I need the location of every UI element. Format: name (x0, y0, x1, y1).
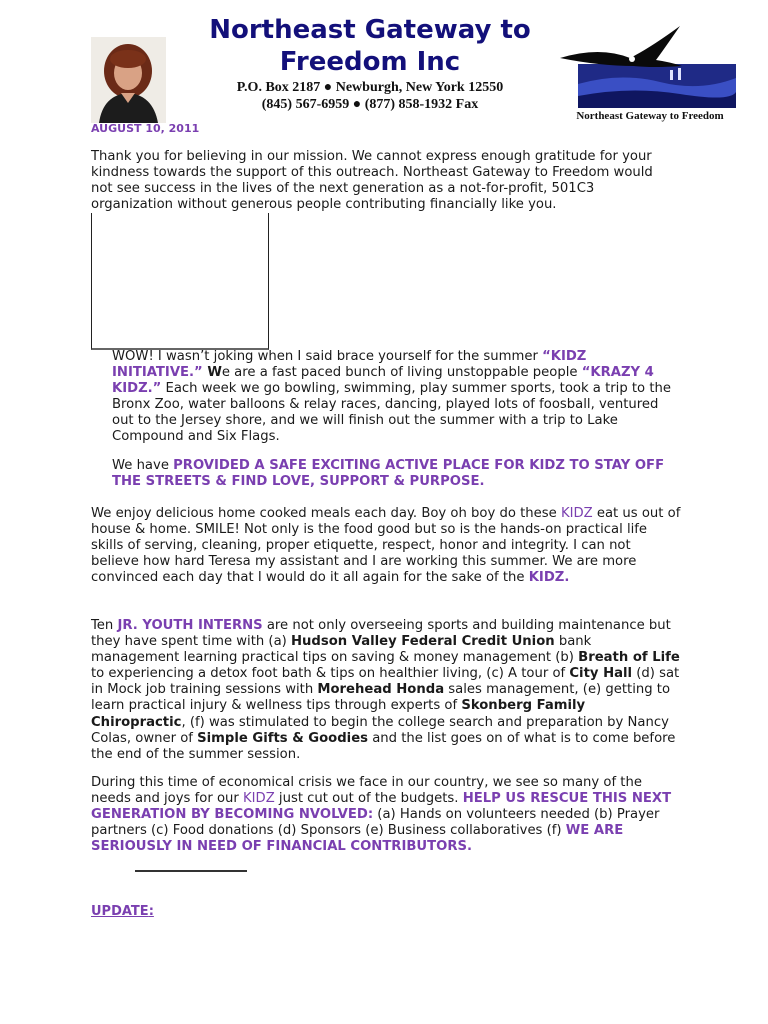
safe-place-highlight: PROVIDED A SAFE EXCITING ACTIVE PLACE FOR KIDZ TO STAY OFF THE STREETS & FIND LOVE, SUPPORT & PURPOSE. (112, 458, 665, 490)
logo-caption: Northeast Gateway to Freedom (576, 110, 724, 122)
organization-name-line-2: Freedom Inc (279, 47, 461, 77)
founder-photo (91, 37, 166, 123)
safe-place-paragraph: We have PROVIDED A SAFE EXCITING ACTIVE PLACE FOR KIDZ TO STAY OFF THE STREETS & FIND LOVE, SUPPORT & PURPOSE. (112, 458, 665, 490)
financial-contributors-highlight: WE ARE SERIOUSLY IN NEED OF FINANCIAL CONTRIBUTORS. (91, 823, 624, 855)
signature-rule (135, 870, 247, 872)
letter-date: AUGUST 10, 2011 (91, 122, 200, 135)
kidz-initiative-highlight: “KIDZ INITIATIVE.” (112, 349, 587, 381)
meals-paragraph: We enjoy delicious home cooked meals each day. Boy oh boy do these KIDZ eat us out of house & home. SMILE! Not only is the food good but so is the hands-on practical life skills of serving, cleaning, proper etiquette, respect, honor and integrity. I can not believe how hard Teresa my assistant and I are working this summer. We are more convinced each day that I would do it all again for the sake of the KIDZ. (91, 506, 681, 586)
photo-frame (91, 213, 269, 350)
call-to-action-paragraph: During this time of economical crisis we face in our country, we see so many of the needs and joys for our KIDZ just cut out of the budgets. HELP US RESCUE THIS NEXT GENERATION BY BECOMING NVOLVED: (a) Hands on volunteers needed (b) Prayer partners (c) Food donations (d) Sponsors (e) Business collaboratives (f) WE ARE SERIOUSLY IN NEED OF FINANCIAL CONTRIBUTORS. (91, 775, 672, 855)
phone-numbers: (845) 567-6959 ● (877) 858-1932 Fax (261, 97, 479, 112)
kidz-initiative-paragraph: WOW! I wasn’t joking when I said brace yourself for the summer “KIDZ INITIATIVE.” We are a fast paced bunch of living unstoppable people “KRAZY 4 KIDZ.” Each week we go bowling, swimming, play summer sports, took a trip to the Bronx Zoo, water balloons & relay races, dancing, played lots of foosball, ventured out to the Jersey shore, and we will finish out the summer with a trip to Lake Compound and Six Flags. (112, 349, 671, 445)
youth-interns-paragraph: Ten JR. YOUTH INTERNS are not only overseeing sports and building maintenance but they have spent time with (a) Hudson Valley Federal Credit Union bank management learning practical tips on saving & money management (b) Breath of Life to experiencing a detox foot bath & tips on healthier living, (c) A tour of City Hall (d) sat in Mock job training sessions with Morehead Honda sales management, (e) getting to learn practical injury & wellness tips through experts of Skonberg Family Chiropractic, (f) was stimulated to begin the college search and preparation by Nancy Colas, owner of Simple Gifts & Goodies and the list goes on of what is to come before the end of the summer session. (91, 618, 680, 762)
rescue-highlight: HELP US RESCUE THIS NEXT GENERATION BY BECOMING NVOLVED: (91, 791, 672, 823)
youth-interns-highlight: JR. YOUTH INTERNS (117, 618, 263, 633)
mailing-address: P.O. Box 2187 ● Newburgh, New York 12550 (236, 80, 504, 95)
organization-name-line-1: Northeast Gateway to (209, 15, 531, 45)
krazy-4-kidz-highlight: “KRAZY 4 KIDZ.” (112, 365, 654, 397)
organization-name (180, 14, 560, 78)
update-heading: UPDATE: (91, 904, 154, 919)
intro-paragraph: Thank you for believing in our mission. We cannot express enough gratitude for your kindness towards the support of this outreach. Northeast Gateway to Freedom would not see success in the lives of the next generation as a not-for-profit, 501C3 organization without generous people contributing financially like you. (91, 149, 653, 213)
organization-logo (560, 22, 740, 132)
